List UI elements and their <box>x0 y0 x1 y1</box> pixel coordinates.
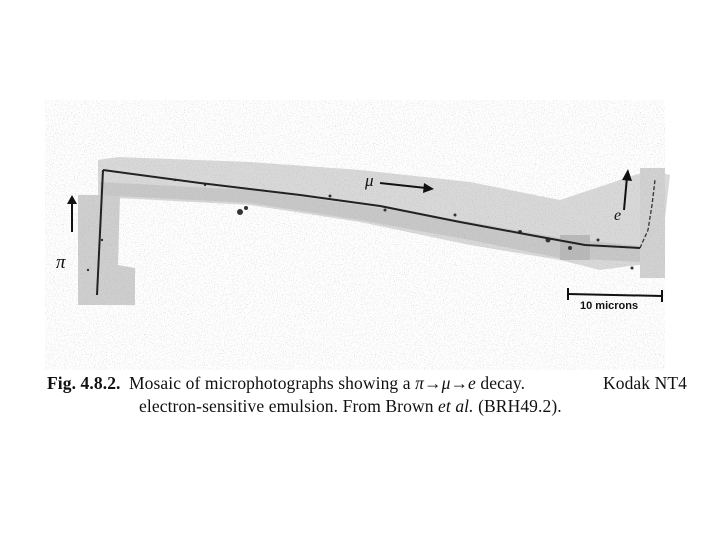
caption-line-1-left <box>47 372 525 395</box>
caption-reference: (BRH49.2). <box>478 396 562 416</box>
muon-label: μ <box>365 171 374 190</box>
caption-text-2: decay. <box>480 373 526 393</box>
caption-text-3: electron-sensitive emulsion. From Brown <box>139 396 434 416</box>
caption-line-1 <box>47 372 687 395</box>
scale-bar-label: 10 microns <box>580 300 639 312</box>
pion-label: π <box>56 252 66 273</box>
caption-line-2 <box>47 395 687 418</box>
caption-et-al: et al. <box>438 396 474 416</box>
electron-label: e <box>614 207 622 224</box>
caption-emulsion-type: Kodak NT4 <box>602 373 687 393</box>
figure-caption <box>47 372 687 418</box>
caption-text-1: Mosaic of microphotographs showing a <box>129 373 411 393</box>
mosaic-tiles <box>45 100 670 370</box>
decay-chain: π→μ→e <box>415 373 476 393</box>
figure-number: Fig. 4.8.2. <box>47 373 121 393</box>
